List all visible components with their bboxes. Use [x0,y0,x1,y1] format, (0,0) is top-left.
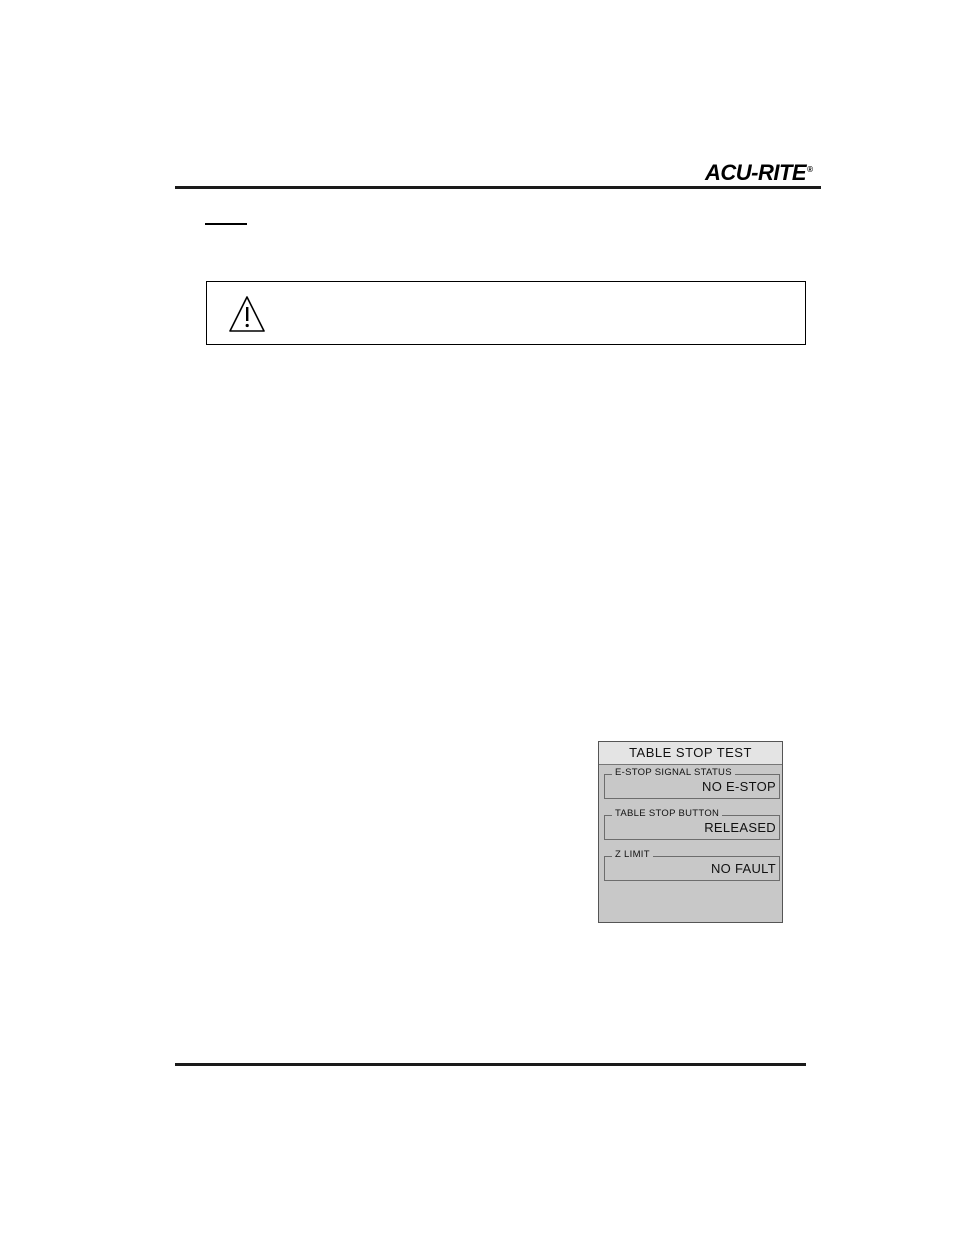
z-limit-value: NO FAULT [710,861,776,876]
table-stop-button-group [604,808,780,840]
panel-title: TABLE STOP TEST [599,742,782,765]
table-stop-button-label: TABLE STOP BUTTON [612,808,722,820]
header-rule [175,186,821,189]
z-limit-group [604,849,780,881]
estop-signal-status-group [604,767,780,799]
estop-signal-status-value: NO E-STOP [702,779,776,794]
table-stop-button-value: RELEASED [704,820,776,835]
estop-signal-status-label: E-STOP SIGNAL STATUS [612,767,735,779]
warning-triangle-icon [227,294,267,334]
logo-text: ACU-RITE [705,160,807,185]
z-limit-label: Z LIMIT [612,849,653,861]
warning-box [206,281,806,345]
footer-rule [175,1063,806,1066]
note-heading-underline [205,223,247,225]
table-stop-test-panel [598,741,783,923]
acu-rite-logo [705,160,819,186]
registered-mark: ® [807,164,813,174]
